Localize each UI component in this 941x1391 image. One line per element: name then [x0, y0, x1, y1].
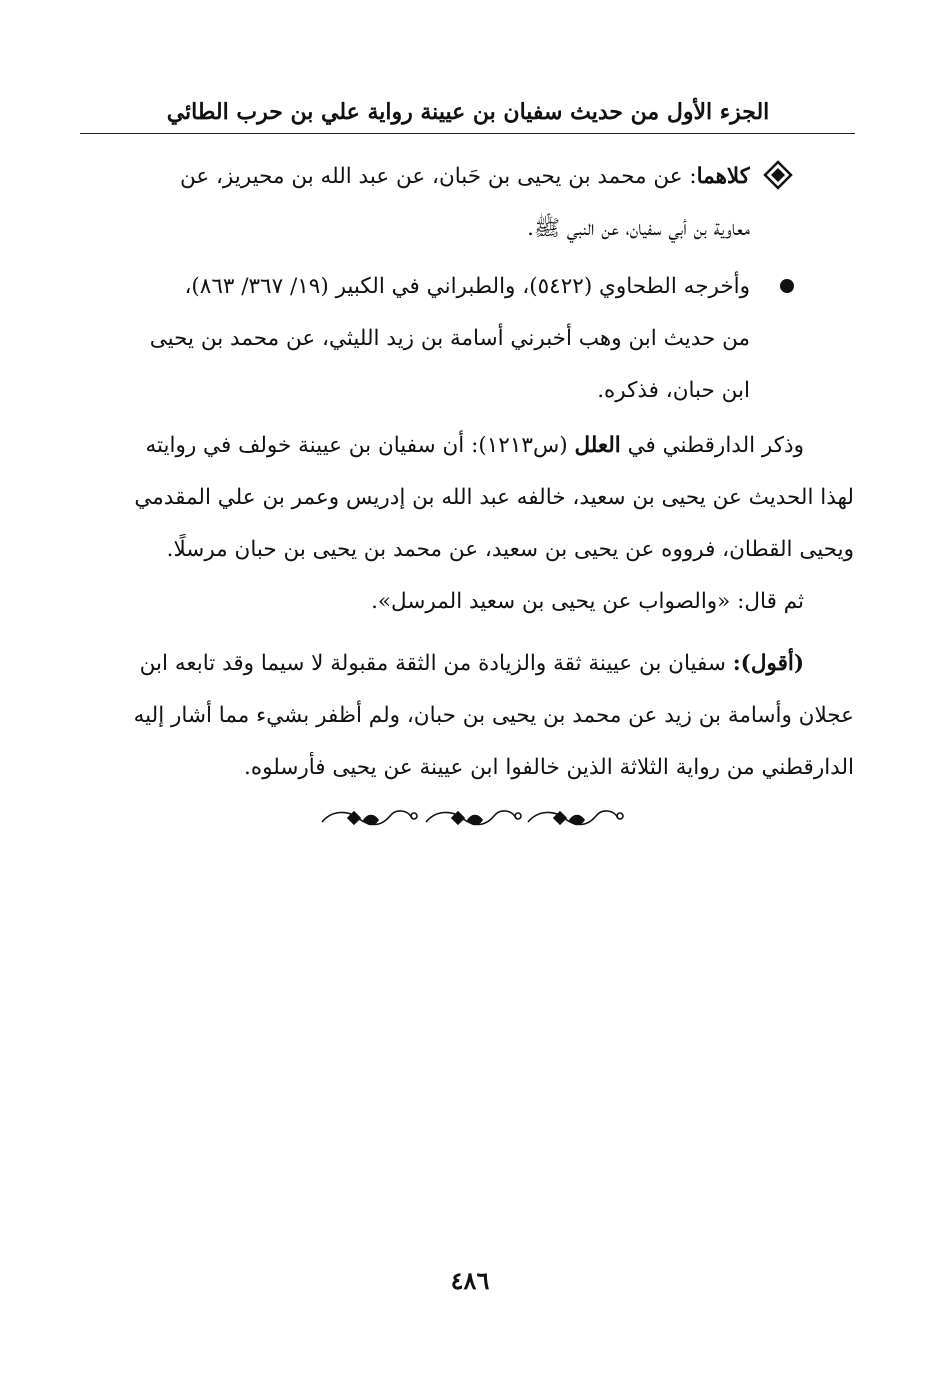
paragraph-3 — [80, 638, 854, 794]
section-2-line-2: من حديث ابن وهب أخبرني أسامة بن زيد الليثي، عن محمد بن يحيى — [149, 326, 750, 351]
ornament-divider — [318, 800, 626, 836]
paragraph-2-line-1: ثم قال: «والصواب عن يحيى بن سعيد المرسل». — [371, 589, 804, 614]
paragraph-3-line-1: (أقول): سفيان بن عيينة ثقة والزيادة من الثقة مقبولة لا سيما وقد تابعه ابن — [139, 651, 804, 676]
section-1-line-1: كلاهما: عن محمد بن يحيى بن حَبان، عن عبد الله بن محيريز، عن — [179, 164, 750, 189]
bullet-icon — [780, 279, 794, 293]
running-header: الجزء الأول من حديث سفيان بن عيينة رواية علي بن حرب الطائي — [166, 99, 770, 125]
paragraph-1 — [80, 420, 854, 576]
paragraph-3-lead: (أقول): — [732, 651, 804, 676]
section-1-line-2: معاوية بن أبي سفيان، عن النبي ﷺ. — [527, 216, 750, 241]
section-2-line-1: وأخرجه الطحاوي (٥٤٢٢)، والطبراني في الكبير (١٩/ ٣٦٧/ ٨٦٣)، — [184, 274, 750, 299]
section-2-line-3: ابن حبان، فذكره. — [597, 378, 750, 403]
section-1-lead: كلاهما — [696, 164, 750, 189]
paragraph-3-line-3: الدارقطني من رواية الثلاثة الذين خالفوا ابن عيينة عن يحيى فأرسلوه. — [244, 755, 854, 780]
paragraph-1-line-3: ويحيى القطان، فرووه عن يحيى بن سعيد، عن محمد بن يحيى بن حبان مرسلًا. — [166, 537, 854, 562]
paragraph-3-line-2: عجلان وأسامة بن زيد عن محمد بن يحيى بن حبان، ولم أظفر بشيء مما أشار إليه — [133, 703, 854, 728]
diamond-icon — [763, 160, 793, 190]
paragraph-2 — [80, 576, 854, 628]
book-title-ilal: العلل — [574, 433, 621, 458]
paragraph-1-line-2: لهذا الحديث عن يحيى بن سعيد، خالفه عبد الله بن إدريس وعمر بن علي المقدمي — [134, 485, 854, 510]
page-number: ٤٨٦ — [450, 1266, 490, 1295]
section-2 — [80, 261, 750, 417]
header-rule — [80, 133, 855, 134]
section-1 — [80, 151, 750, 255]
paragraph-1-line-1: وذكر الدارقطني في العلل (س١٢١٣): أن سفيان بن عيينة خولف في روايته — [145, 433, 804, 458]
